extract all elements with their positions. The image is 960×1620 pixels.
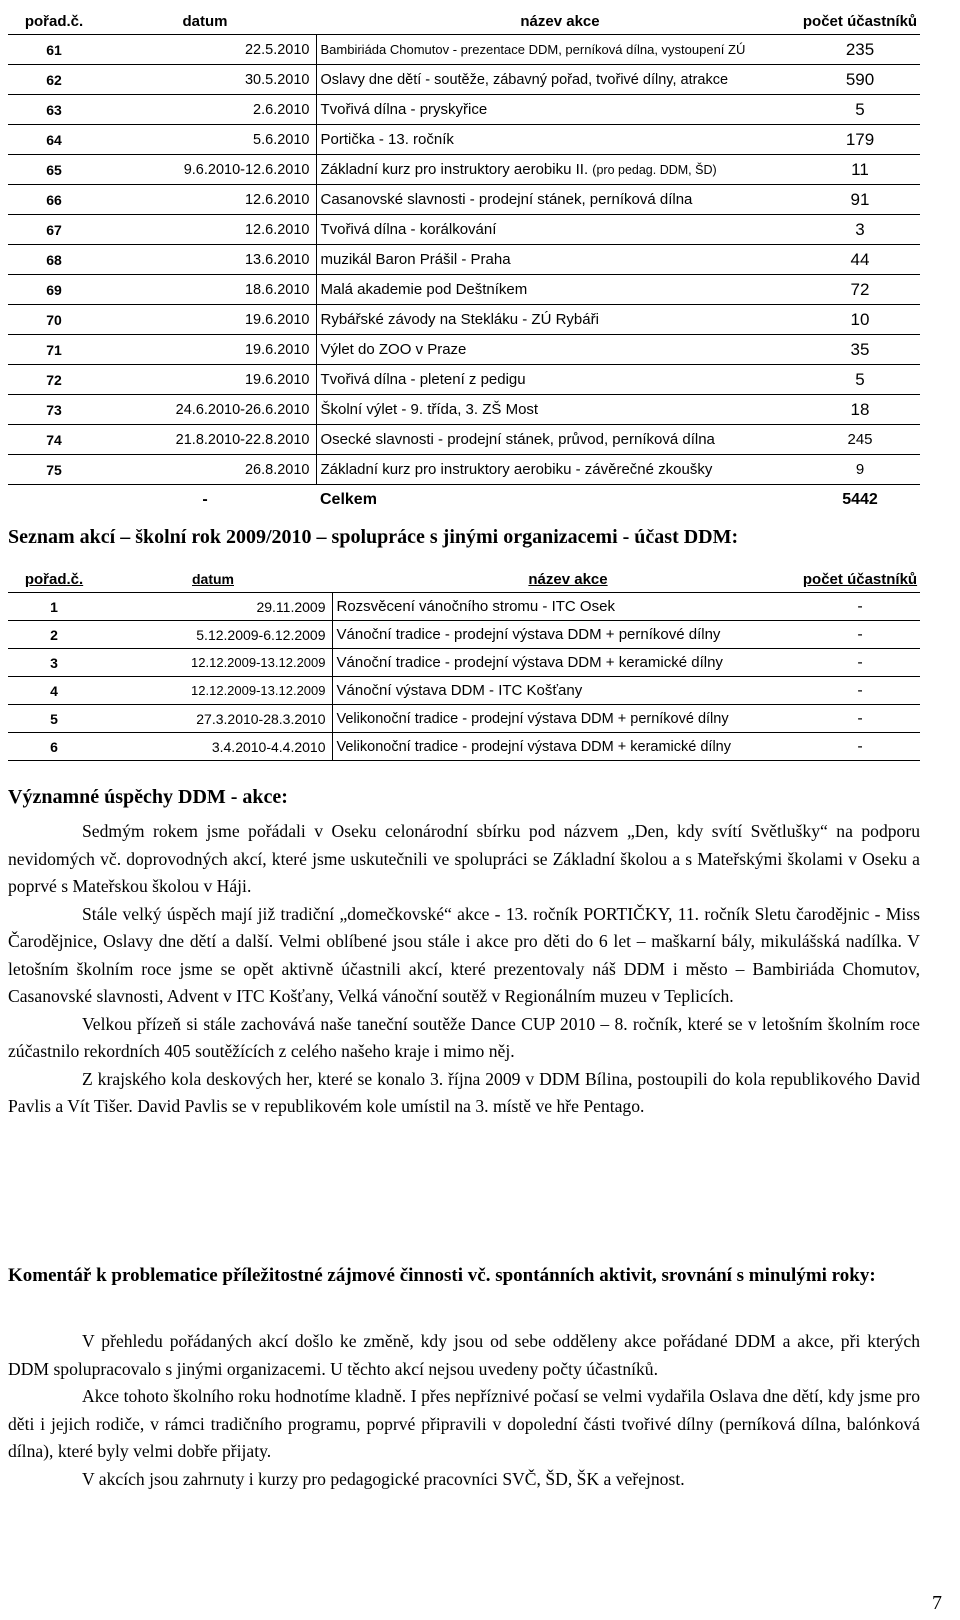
row-no: 75 <box>8 455 100 485</box>
table-row <box>8 425 920 455</box>
row-no: 4 <box>8 677 100 705</box>
row-count: 10 <box>800 305 920 335</box>
section-heading-cooperation: Seznam akcí – školní rok 2009/2010 – spolupráce s jinými organizacemi - účast DDM: <box>8 526 739 548</box>
row-count: 3 <box>800 215 920 245</box>
row-no: 72 <box>8 365 100 395</box>
row-name: Vánoční tradice - prodejní výstava DDM + perníkové dílny <box>332 621 800 649</box>
row-name: muzikál Baron Prášil - Praha <box>316 245 800 275</box>
row-count: 72 <box>800 275 920 305</box>
table-header-row <box>8 8 920 35</box>
row-count: - <box>800 621 920 649</box>
row-date: 3.4.2010-4.4.2010 <box>100 733 332 761</box>
table-row <box>8 275 920 305</box>
row-date: 29.11.2009 <box>100 593 332 621</box>
row-name: Velikonoční tradice - prodejní výstava DDM + perníkové dílny <box>332 705 800 733</box>
row-date: 19.6.2010 <box>100 365 316 395</box>
table-row <box>8 593 920 621</box>
section-heading-achievements: Významné úspěchy DDM - akce: <box>8 786 288 808</box>
row-no: 66 <box>8 185 100 215</box>
row-no: 65 <box>8 155 100 185</box>
table-row <box>8 245 920 275</box>
row-name: Tvořivá dílna - pletení z pedigu <box>316 365 800 395</box>
table-row <box>8 621 920 649</box>
header-count: počet účastníků <box>800 8 920 35</box>
row-name: Vánoční tradice - prodejní výstava DDM + keramické dílny <box>332 649 800 677</box>
header-name: název akce <box>316 8 800 35</box>
paragraph: Akce tohoto školního roku hodnotíme kladně. I přes nepříznivé počasí se velmi vydařila Oslava dne dětí, kdy jsme pro děti i jejich rodiče, v rámci tradičního programu, poprvé připravili v dopolední části tvořivé dílny (perníková dílna, balónková dílna), které byly velmi dobře přijaty. <box>8 1386 920 1461</box>
table-row <box>8 215 920 245</box>
row-name: Portička - 13. ročník <box>316 125 800 155</box>
row-name: Oslavy dne dětí - soutěže, zábavný pořad, tvořivé dílny, atrakce <box>316 65 800 95</box>
table-row <box>8 335 920 365</box>
header-count: počet účastníků <box>800 566 920 593</box>
row-date: 12.12.2009-13.12.2009 <box>100 677 332 705</box>
row-no: 5 <box>8 705 100 733</box>
row-name: Tvořivá dílna - pryskyřice <box>316 95 800 125</box>
row-date: 5.12.2009-6.12.2009 <box>100 621 332 649</box>
table-row <box>8 35 920 65</box>
row-count: - <box>800 705 920 733</box>
row-count: 44 <box>800 245 920 275</box>
row-date: 30.5.2010 <box>100 65 316 95</box>
paragraph: Z krajského kola deskových her, které se konalo 3. října 2009 v DDM Bílina, postoupili do kola republikového David Pavlis a Vít Tišer. David Pavlis se v republikovém kole umístil na 3. místě ve hře Pentago. <box>8 1068 920 1116</box>
row-name: Bambiriáda Chomutov - prezentace DDM, perníková dílna, vystoupení ZÚ <box>316 35 800 65</box>
events-table <box>8 8 920 514</box>
row-count: 91 <box>800 185 920 215</box>
row-count: 5 <box>800 95 920 125</box>
row-no: 64 <box>8 125 100 155</box>
row-date: 19.6.2010 <box>100 335 316 365</box>
row-no: 67 <box>8 215 100 245</box>
table-row <box>8 733 920 761</box>
cooperation-table <box>8 566 920 761</box>
row-date: 27.3.2010-28.3.2010 <box>100 705 332 733</box>
row-no: 69 <box>8 275 100 305</box>
achievements-text <box>8 818 920 1121</box>
row-date: 9.6.2010-12.6.2010 <box>100 155 316 185</box>
row-date: 26.8.2010 <box>100 455 316 485</box>
page-number: 7 <box>932 1592 942 1614</box>
paragraph: V přehledu pořádaných akcí došlo ke změně, kdy jsou od sebe odděleny akce pořádané DDM a akce, při kterých DDM spolupracovalo s jinými organizacemi. U těchto akcí nejsou uvedeny počty účastníků. <box>8 1331 920 1379</box>
row-name: Vánoční výstava DDM - ITC Košťany <box>332 677 800 705</box>
row-name: Výlet do ZOO v Praze <box>316 335 800 365</box>
row-name: Malá akademie pod Deštníkem <box>316 275 800 305</box>
row-name: Osecké slavnosti - prodejní stánek, průvod, perníková dílna <box>316 425 800 455</box>
paragraph: Stále velký úspěch mají již tradiční „domečkovské“ akce - 13. ročník PORTIČKY, 11. ročník Sletu čarodějnic - Miss Čarodějnice, Oslavy dne dětí a další. Velmi oblíbené jsou stále i akce pro děti do 6 let – maškarní bály, mikulášská nadílka. V letošním školním roce jsme se opět aktivně účastnili akcí, které prezentovaly náš DDM i město – Bambiriáda Chomutov, Casanovské slavnosti, Advent v ITC Košťany, Velká vánoční soutěž v Regionálním muzeu v Teplicích. <box>8 903 920 1006</box>
row-count: - <box>800 733 920 761</box>
row-date: 12.6.2010 <box>100 215 316 245</box>
header-no: pořad.č. <box>8 8 100 35</box>
row-no: 68 <box>8 245 100 275</box>
total-label: Celkem <box>320 490 377 508</box>
table-row <box>8 395 920 425</box>
row-date: 19.6.2010 <box>100 305 316 335</box>
row-no: 71 <box>8 335 100 365</box>
row-name: Tvořivá dílna - korálkování <box>316 215 800 245</box>
table-row <box>8 65 920 95</box>
total-count: 5442 <box>842 490 878 508</box>
row-no: 74 <box>8 425 100 455</box>
row-count: - <box>800 649 920 677</box>
row-no: 2 <box>8 621 100 649</box>
header-name: název akce <box>332 566 800 593</box>
header-date: datum <box>100 566 332 593</box>
commentary-text <box>8 1328 920 1493</box>
header-no: pořad.č. <box>8 566 100 593</box>
table-header-row <box>8 566 920 593</box>
paragraph: Velkou přízeň si stále zachovává naše taneční soutěže Dance CUP 2010 – 8. ročník, které se v letošním školním roce zúčastnilo rekordních 405 soutěžících z celého našeho kraje i mimo něj. <box>8 1013 920 1061</box>
row-count: 9 <box>800 455 920 485</box>
table-row <box>8 365 920 395</box>
row-date: 18.6.2010 <box>100 275 316 305</box>
table-row <box>8 305 920 335</box>
section-heading-commentary: Komentář k problematice příležitostné zájmové činnosti vč. spontánních aktivit, srovnání s minulými roky: <box>8 1265 876 1286</box>
row-count: 18 <box>800 395 920 425</box>
row-no: 61 <box>8 35 100 65</box>
header-date: datum <box>100 8 316 35</box>
row-no: 73 <box>8 395 100 425</box>
row-date: 12.12.2009-13.12.2009 <box>100 649 332 677</box>
row-date: 21.8.2010-22.8.2010 <box>100 425 316 455</box>
row-date: 13.6.2010 <box>100 245 316 275</box>
table-row <box>8 649 920 677</box>
row-name: Velikonoční tradice - prodejní výstava DDM + keramické dílny <box>332 733 800 761</box>
row-date: 22.5.2010 <box>100 35 316 65</box>
row-no: 3 <box>8 649 100 677</box>
table-row <box>8 185 920 215</box>
row-no: 62 <box>8 65 100 95</box>
total-dash: - <box>202 490 208 508</box>
row-name <box>316 155 800 185</box>
table-row <box>8 705 920 733</box>
row-count: 590 <box>800 65 920 95</box>
row-count: 11 <box>800 155 920 185</box>
row-name: Školní výlet - 9. třída, 3. ZŠ Most <box>316 395 800 425</box>
row-count: 245 <box>800 425 920 455</box>
row-count: 35 <box>800 335 920 365</box>
row-name: Rybářské závody na Stekláku - ZÚ Rybáři <box>316 305 800 335</box>
row-no: 70 <box>8 305 100 335</box>
table-row <box>8 125 920 155</box>
table-row <box>8 455 920 485</box>
row-date: 2.6.2010 <box>100 95 316 125</box>
total-row <box>8 485 920 515</box>
row-name-note: (pro pedag. DDM, ŠD) <box>592 163 717 177</box>
row-name-main: Základní kurz pro instruktory aerobiku II. <box>320 161 589 178</box>
row-name: Rozsvěcení vánočního stromu - ITC Osek <box>332 593 800 621</box>
row-count: 179 <box>800 125 920 155</box>
table-row <box>8 155 920 185</box>
table-row <box>8 677 920 705</box>
paragraph: Sedmým rokem jsme pořádali v Oseku celonárodní sbírku pod názvem „Den, kdy svítí Světlušky“ na podporu nevidomých vč. doprovodných akcí, které jsme uskutečnili ve spolupráci se Základní školou a s Mateřskými školami v Oseku a poprvé s Mateřskou školou v Háji. <box>8 821 920 896</box>
row-count: 235 <box>800 35 920 65</box>
row-no: 63 <box>8 95 100 125</box>
row-name: Základní kurz pro instruktory aerobiku - závěrečné zkoušky <box>316 455 800 485</box>
row-date: 24.6.2010-26.6.2010 <box>100 395 316 425</box>
row-no: 6 <box>8 733 100 761</box>
row-count: - <box>800 677 920 705</box>
row-no: 1 <box>8 593 100 621</box>
table-row <box>8 95 920 125</box>
row-name: Casanovské slavnosti - prodejní stánek, perníková dílna <box>316 185 800 215</box>
row-count: - <box>800 593 920 621</box>
row-count: 5 <box>800 365 920 395</box>
row-date: 12.6.2010 <box>100 185 316 215</box>
paragraph: V akcích jsou zahrnuty i kurzy pro pedagogické pracovníci SVČ, ŠD, ŠK a veřejnost. <box>82 1468 685 1489</box>
row-date: 5.6.2010 <box>100 125 316 155</box>
